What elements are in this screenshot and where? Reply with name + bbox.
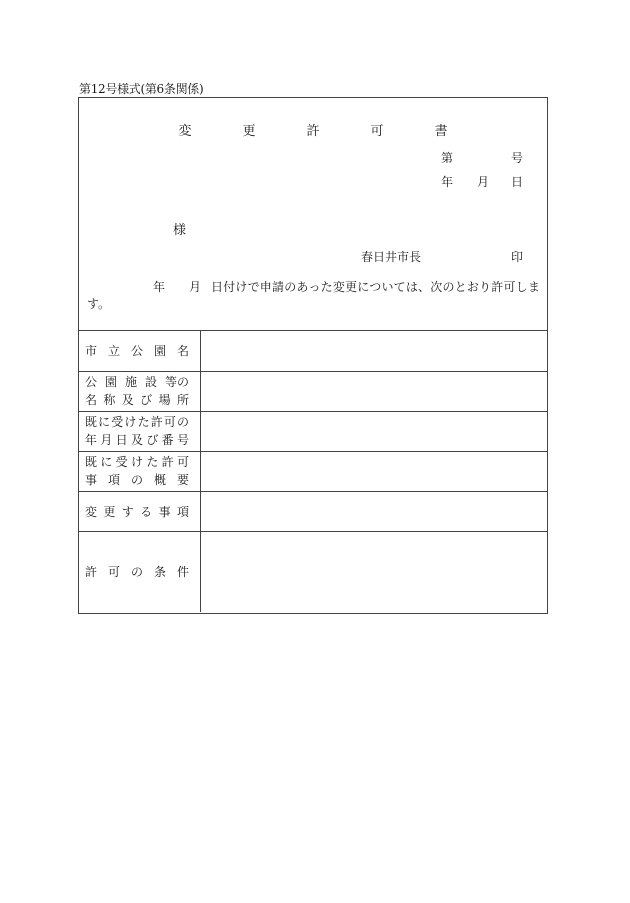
- field-label-lines: [85, 414, 200, 448]
- field-value-prior-permit-date-number[interactable]: [201, 411, 548, 451]
- label-char: に: [98, 415, 111, 429]
- date-day: 日: [510, 175, 523, 189]
- label-char: 事: [158, 504, 171, 519]
- label-char: す: [121, 504, 134, 519]
- field-label-lines: [85, 454, 200, 488]
- table-row: [79, 411, 547, 451]
- label-char: 及: [130, 433, 143, 447]
- label-char: る: [140, 504, 153, 519]
- statement-month: 月: [189, 280, 202, 294]
- field-value-facility-name-location[interactable]: [201, 371, 548, 411]
- label-char: 称: [103, 393, 116, 407]
- label-char: 既: [85, 415, 98, 429]
- label-char: 受: [111, 415, 124, 429]
- field-value-changes[interactable]: [201, 491, 548, 531]
- table-row: [79, 531, 547, 612]
- permit-details-table: [79, 331, 547, 612]
- label-char: 号: [176, 433, 189, 447]
- label-char: 名: [85, 393, 98, 407]
- field-label-lines: [85, 374, 200, 408]
- label-char: 許: [161, 455, 174, 469]
- label-char: 項: [107, 473, 120, 487]
- label-char: 既: [85, 455, 98, 469]
- label-char: 変: [85, 504, 98, 519]
- label-char: の: [176, 415, 189, 429]
- field-label-prior-permit-summary: [79, 451, 201, 491]
- statement-line-2: す。: [87, 297, 111, 311]
- label-char: 番: [161, 433, 174, 447]
- statement-year: 年: [153, 280, 166, 294]
- label-char: 公: [130, 344, 143, 359]
- field-label-facility-name-location: [79, 371, 201, 411]
- label-char: 受: [115, 455, 128, 469]
- document-title: 変 更 許 可 書: [178, 124, 467, 139]
- table-row: [79, 451, 547, 491]
- label-char: 設: [144, 375, 157, 389]
- addressee-honorific: 様: [173, 223, 187, 238]
- label-char: 立: [107, 344, 120, 359]
- label-char: 概: [153, 473, 166, 487]
- label-char: 年: [85, 433, 98, 447]
- label-line: [85, 432, 189, 448]
- label-char: 園: [104, 375, 117, 389]
- label-char: 場: [158, 393, 171, 407]
- field-label-permit-conditions: [79, 531, 201, 612]
- label-char: 条: [153, 565, 166, 580]
- label-char: 施: [124, 375, 137, 389]
- label-char: 可: [107, 565, 120, 580]
- label-char: 名: [176, 344, 189, 359]
- label-line: [85, 454, 189, 470]
- permit-statement: [87, 279, 543, 313]
- label-char: の: [130, 565, 143, 580]
- label-char: 許: [150, 415, 163, 429]
- field-label-prior-permit-date-number: [79, 411, 201, 451]
- label-char: 可: [176, 455, 189, 469]
- field-label-chars: [85, 503, 189, 520]
- field-label-park-name: [79, 331, 201, 371]
- label-line: [85, 374, 189, 390]
- field-value-permit-conditions[interactable]: [201, 531, 548, 612]
- table-row: [79, 371, 547, 411]
- label-char: 可: [163, 415, 176, 429]
- label-char: び: [146, 433, 159, 447]
- label-char: 月: [100, 433, 113, 447]
- field-label-chars: [85, 563, 189, 580]
- label-char: け: [124, 415, 137, 429]
- label-line: [85, 392, 189, 408]
- document-number-line: [441, 149, 523, 166]
- label-char: た: [137, 415, 150, 429]
- label-char: び: [140, 393, 153, 407]
- label-char: 更: [103, 504, 116, 519]
- form-header: [79, 98, 547, 331]
- field-value-prior-permit-summary[interactable]: [201, 451, 548, 491]
- seal-mark: 印: [510, 250, 523, 264]
- label-line: [85, 414, 189, 430]
- label-char: 等の: [164, 375, 189, 389]
- label-char: 要: [176, 473, 189, 487]
- field-label-changes: [79, 491, 201, 531]
- issuer-name: 春日井市長: [360, 250, 421, 264]
- label-char: け: [130, 455, 143, 469]
- form-number-label: 第12号様式(第6条関係): [79, 82, 204, 96]
- label-char: 公: [85, 375, 98, 389]
- label-char: 日: [115, 433, 128, 447]
- label-char: 園: [153, 344, 166, 359]
- issue-date-line: [441, 173, 523, 190]
- permit-form: [78, 97, 548, 614]
- number-prefix: 第: [440, 151, 453, 165]
- label-line: [85, 472, 189, 488]
- date-month: 月: [476, 175, 489, 189]
- date-year: 年: [440, 175, 453, 189]
- label-char: 件: [176, 565, 189, 580]
- issuer-line: [361, 248, 523, 265]
- label-char: に: [100, 455, 113, 469]
- field-label-chars: [85, 342, 189, 359]
- label-char: 所: [176, 393, 189, 407]
- label-char: た: [146, 455, 159, 469]
- label-char: 及: [121, 393, 134, 407]
- label-char: の: [130, 473, 143, 487]
- label-char: 許: [85, 565, 98, 580]
- field-value-park-name[interactable]: [201, 331, 548, 371]
- label-char: 項: [176, 504, 189, 519]
- label-char: 事: [85, 473, 98, 487]
- label-char: 市: [85, 344, 98, 359]
- number-suffix: 号: [510, 151, 523, 165]
- statement-line-1: 日付けで申請のあった変更については、次のとおり許可しま: [211, 280, 541, 294]
- table-row: [79, 491, 547, 531]
- table-row: [79, 331, 547, 371]
